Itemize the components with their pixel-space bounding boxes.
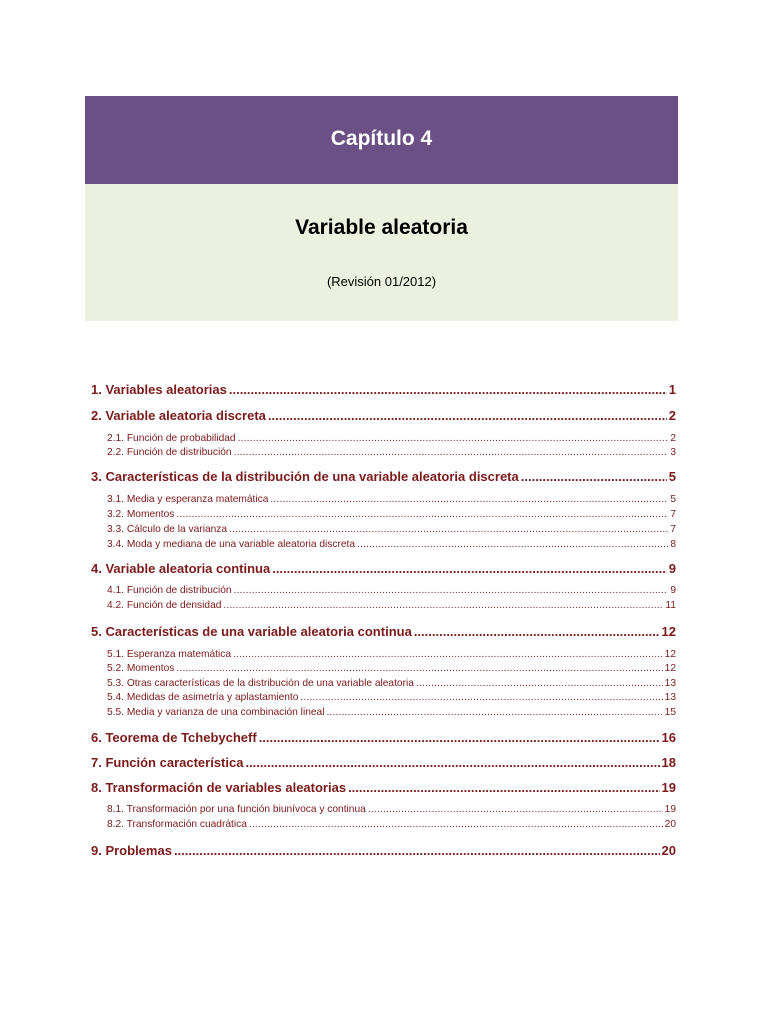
toc-entry[interactable] <box>107 447 676 458</box>
toc-entry[interactable] <box>107 804 676 815</box>
toc-entry[interactable] <box>91 382 676 397</box>
toc-leader <box>521 469 667 484</box>
toc-entry-label: 3.1. Media y esperanza matemática <box>107 494 269 505</box>
toc-entry-label: 8.1. Transformación por una función biunívoca y continua <box>107 804 366 815</box>
toc-leader <box>238 433 669 444</box>
toc-entry-label: 2.1. Función de probabilidad <box>107 433 236 444</box>
toc-entry[interactable] <box>107 600 676 611</box>
toc-entry-page: 18 <box>661 755 676 770</box>
chapter-title: Variable aleatoria <box>295 216 468 239</box>
toc-leader <box>270 494 668 505</box>
toc-leader <box>272 561 667 576</box>
toc-entry-label: 5.1. Esperanza matemática <box>107 649 232 660</box>
toc-entry-page: 13 <box>664 692 676 703</box>
toc-entry[interactable] <box>91 780 676 795</box>
toc-entry[interactable] <box>107 692 676 703</box>
toc-entry-page: 20 <box>661 843 676 858</box>
toc-entry-page: 2 <box>670 433 676 444</box>
toc-entry[interactable] <box>107 433 676 444</box>
toc-entry[interactable] <box>91 755 676 770</box>
toc-leader <box>249 819 663 830</box>
toc-leader <box>176 509 668 520</box>
toc-entry-page: 5 <box>668 469 676 484</box>
toc-leader <box>223 600 663 611</box>
toc-entry[interactable] <box>91 469 676 484</box>
chapter-header <box>85 96 678 184</box>
toc-leader <box>229 382 667 397</box>
toc-entry-label: 8. Transformación de variables aleatorias <box>91 780 347 795</box>
toc-leader <box>174 843 660 858</box>
toc-leader <box>416 678 663 689</box>
toc-entry[interactable] <box>91 408 676 423</box>
toc-entry-label: 5. Características de una variable aleatoria continua <box>91 624 412 639</box>
toc-entry-page: 16 <box>661 730 676 745</box>
toc-entry-page: 12 <box>661 624 676 639</box>
toc-entry[interactable] <box>107 585 676 596</box>
toc-entry-page: 9 <box>668 561 676 576</box>
toc-entry-label: 7. Función característica <box>91 755 244 770</box>
toc-leader <box>176 663 662 674</box>
toc-leader <box>326 707 662 718</box>
toc-entry[interactable] <box>91 561 676 576</box>
toc-entry[interactable] <box>107 494 676 505</box>
toc-entry-page: 1 <box>668 382 676 397</box>
chapter-number: Capítulo 4 <box>330 126 433 150</box>
toc-entry-label: 3.2. Momentos <box>107 509 175 520</box>
toc-entry-label: 3.4. Moda y mediana de una variable aleatoria discreta <box>107 539 356 550</box>
toc-entry-page: 3 <box>670 447 676 458</box>
toc-leader <box>357 539 668 550</box>
toc-entry-label: 5.4. Medidas de asimetría y aplastamiento <box>107 692 299 703</box>
toc-entry[interactable] <box>91 624 676 639</box>
toc-entry[interactable] <box>107 663 676 674</box>
toc-entry-label: 4.1. Función de distribución <box>107 585 232 596</box>
toc-entry-page: 5 <box>670 494 676 505</box>
toc-leader <box>348 780 659 795</box>
toc-leader <box>368 804 663 815</box>
toc-entry[interactable] <box>107 524 676 535</box>
toc-entry-label: 3. Características de la distribución de una variable aleatoria discreta <box>91 469 519 484</box>
toc-entry[interactable] <box>107 509 676 520</box>
toc-entry-label: 8.2. Transformación cuadrática <box>107 819 247 830</box>
toc-entry-label: 3.3. Cálculo de la varianza <box>107 524 228 535</box>
toc-leader <box>233 649 663 660</box>
toc-leader <box>245 755 659 770</box>
toc-entry-label: 5.5. Media y varianza de una combinación lineal <box>107 707 325 718</box>
toc-leader <box>229 524 668 535</box>
toc-entry-page: 19 <box>664 804 676 815</box>
toc-entry-page: 7 <box>670 524 676 535</box>
toc-entry-page: 12 <box>664 663 676 674</box>
toc-entry[interactable] <box>107 819 676 830</box>
toc-entry-label: 5.2. Momentos <box>107 663 175 674</box>
toc-entry[interactable] <box>107 707 676 718</box>
toc-entry[interactable] <box>107 678 676 689</box>
toc-entry-label: 4. Variable aleatoria continua <box>91 561 271 576</box>
toc-entry[interactable] <box>91 843 676 858</box>
toc-leader <box>234 447 669 458</box>
toc-leader <box>259 730 660 745</box>
toc-entry[interactable] <box>91 730 676 745</box>
toc-entry-page: 20 <box>664 819 676 830</box>
revision-note: (Revisión 01/2012) <box>326 274 437 289</box>
toc-entry-page: 19 <box>661 780 676 795</box>
toc-entry-label: 2. Variable aleatoria discreta <box>91 408 266 423</box>
toc-leader <box>234 585 669 596</box>
chapter-title-box <box>85 184 678 321</box>
toc-leader <box>414 624 660 639</box>
toc-entry-page: 15 <box>664 707 676 718</box>
toc-entry-page: 8 <box>670 539 676 550</box>
toc-entry-label: 2.2. Función de distribución <box>107 447 232 458</box>
toc-entry[interactable] <box>107 649 676 660</box>
toc-entry-page: 7 <box>670 509 676 520</box>
toc-entry-page: 9 <box>670 585 676 596</box>
toc-entry-label: 6. Teorema de Tchebycheff <box>91 730 257 745</box>
toc-entry-page: 13 <box>664 678 676 689</box>
toc-entry[interactable] <box>107 539 676 550</box>
toc-entry-page: 11 <box>665 600 676 611</box>
toc-entry-label: 4.2. Función de densidad <box>107 600 222 611</box>
toc-entry-page: 2 <box>668 408 676 423</box>
toc-entry-label: 9. Problemas <box>91 843 172 858</box>
toc-leader <box>268 408 667 423</box>
toc-entry-label: 5.3. Otras características de la distribución de una variable aleatoria <box>107 678 414 689</box>
toc-entry-page: 12 <box>664 649 676 660</box>
toc-leader <box>300 692 662 703</box>
toc-entry-label: 1. Variables aleatorias <box>91 382 227 397</box>
